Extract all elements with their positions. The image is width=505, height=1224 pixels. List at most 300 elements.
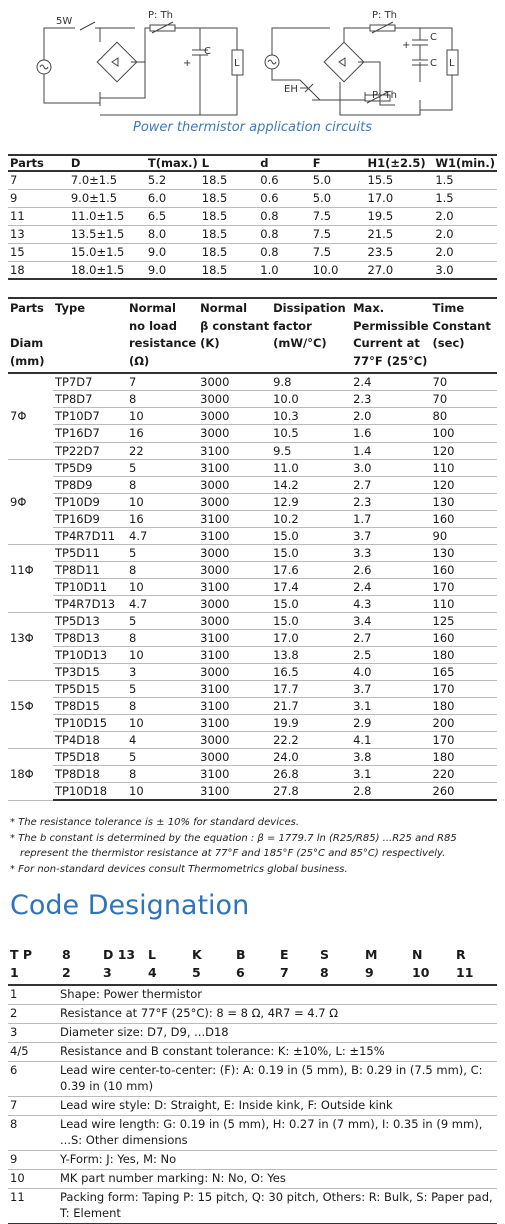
spec-cell: 170 bbox=[431, 681, 497, 698]
legend-row bbox=[8, 1062, 497, 1097]
legend-number: 1 bbox=[10, 987, 18, 1001]
diameter-cell bbox=[8, 510, 53, 527]
code-letter: 8 bbox=[62, 947, 71, 962]
spec-cell: 3000 bbox=[198, 561, 271, 578]
spec-cell: 100 bbox=[431, 425, 497, 442]
spec-cell: 3000 bbox=[198, 425, 271, 442]
diameter-cell bbox=[8, 373, 53, 391]
diameter-cell: 15Φ bbox=[10, 699, 34, 714]
legend-description: Shape: Power thermistor bbox=[60, 987, 203, 1001]
legend-row bbox=[8, 1151, 497, 1170]
spec-cell: 160 bbox=[431, 630, 497, 647]
spec-cell: 4.1 bbox=[351, 732, 430, 749]
table-row bbox=[8, 698, 497, 715]
spec-cell: 3.0 bbox=[351, 459, 430, 476]
dim-header: W1(min.) bbox=[435, 156, 495, 170]
dim-cell: 10.0 bbox=[311, 261, 366, 279]
dim-cell: 8.0 bbox=[146, 225, 200, 243]
header-dissipation: Dissipation factor (mW/°C) bbox=[271, 298, 351, 373]
spec-cell: 17.6 bbox=[271, 561, 351, 578]
specifications-table bbox=[8, 297, 497, 801]
spec-cell: 110 bbox=[431, 459, 497, 476]
dim-header: Parts bbox=[8, 155, 69, 171]
code-number: 9 bbox=[365, 965, 374, 980]
load-label-right: L bbox=[449, 58, 455, 69]
table-row bbox=[8, 225, 497, 243]
spec-cell: 3100 bbox=[198, 681, 271, 698]
code-number: 7 bbox=[280, 965, 289, 980]
spec-cell: 1.6 bbox=[351, 425, 430, 442]
thermistor-bottom-label-right: P: Th bbox=[372, 90, 398, 101]
table-row bbox=[8, 189, 497, 207]
spec-cell: 3.7 bbox=[351, 527, 430, 544]
table-row bbox=[8, 715, 497, 732]
dim-cell: 2.0 bbox=[433, 225, 497, 243]
spec-cell: 4.3 bbox=[351, 595, 430, 612]
spec-cell: TP10D11 bbox=[53, 578, 127, 595]
circuits-caption: Power thermistor application circuits bbox=[133, 120, 372, 135]
legend-row bbox=[8, 1116, 497, 1151]
table-row bbox=[8, 493, 497, 510]
cap-polarity-left: + bbox=[183, 58, 192, 69]
dim-cell: 6.5 bbox=[146, 207, 200, 225]
legend-description: Lead wire center-to-center: (F): A: 0.19 in (5 mm), B: 0.29 in (7.5 mm), C: 0.39 in (10 mm) bbox=[60, 1063, 483, 1093]
code-letter: S bbox=[320, 947, 330, 962]
dim-cell: 13 bbox=[8, 225, 69, 243]
code-number: 10 bbox=[412, 965, 430, 980]
diameter-cell bbox=[8, 425, 53, 442]
dim-cell: 0.8 bbox=[258, 243, 310, 261]
legend-row bbox=[8, 1005, 497, 1024]
diameter-cell bbox=[8, 732, 53, 749]
diameter-cell bbox=[8, 664, 53, 681]
spec-cell: 170 bbox=[431, 578, 497, 595]
legend-row bbox=[8, 1170, 497, 1189]
spec-cell: TP8D13 bbox=[53, 630, 127, 647]
header-current: Max. Permissible Current at 77°F (25°C) bbox=[351, 298, 430, 373]
code-letter: T P bbox=[10, 947, 33, 962]
diameter-cell bbox=[8, 459, 53, 476]
spec-cell: 120 bbox=[431, 442, 497, 459]
spec-cell: 3.3 bbox=[351, 544, 430, 561]
diameter-cell bbox=[8, 544, 53, 561]
eh-label: EH bbox=[284, 84, 298, 95]
header-beta: Normal β constant (K) bbox=[198, 298, 271, 373]
spec-cell: 200 bbox=[431, 715, 497, 732]
dim-cell: 2.0 bbox=[433, 243, 497, 261]
spec-cell: 3000 bbox=[198, 391, 271, 408]
dim-cell: 0.8 bbox=[258, 225, 310, 243]
spec-cell: 5 bbox=[127, 612, 198, 629]
spec-cell: 10 bbox=[127, 578, 198, 595]
spec-cell: 3100 bbox=[198, 459, 271, 476]
spec-cell: 5 bbox=[127, 544, 198, 561]
spec-cell: TP10D18 bbox=[53, 783, 127, 801]
legend-row bbox=[8, 1189, 497, 1224]
spec-cell: 8 bbox=[127, 630, 198, 647]
spec-cell: TP22D7 bbox=[53, 442, 127, 459]
spec-cell: 10 bbox=[127, 783, 198, 801]
dim-header: D bbox=[69, 155, 146, 171]
diameter-cell bbox=[8, 595, 53, 612]
diameter-cell bbox=[8, 715, 53, 732]
spec-cell: 260 bbox=[431, 783, 497, 801]
spec-cell: 120 bbox=[431, 476, 497, 493]
spec-cell: 16.5 bbox=[271, 664, 351, 681]
legend-number: 8 bbox=[10, 1117, 18, 1131]
spec-cell: 3100 bbox=[198, 578, 271, 595]
cap-label-right-2: C bbox=[430, 58, 437, 69]
spec-cell: 11.0 bbox=[271, 459, 351, 476]
code-number: 2 bbox=[62, 965, 71, 980]
spec-cell: 180 bbox=[431, 749, 497, 766]
legend-number: 6 bbox=[10, 1063, 18, 1077]
code-number: 11 bbox=[456, 965, 474, 980]
spec-cell: 12.9 bbox=[271, 493, 351, 510]
dim-cell: 9.0 bbox=[146, 261, 200, 279]
spec-cell: TP4R7D13 bbox=[53, 595, 127, 612]
spec-cell: 3100 bbox=[198, 715, 271, 732]
spec-cell: 10 bbox=[127, 408, 198, 425]
spec-cell: 7 bbox=[127, 373, 198, 391]
cap-label-right-1: C bbox=[430, 32, 437, 43]
dim-header: L bbox=[200, 155, 259, 171]
dimensions-table bbox=[8, 154, 497, 280]
spec-cell: TP7D7 bbox=[53, 373, 127, 391]
code-numbers-row bbox=[0, 965, 505, 983]
code-letter: R bbox=[456, 947, 466, 962]
dim-cell: 18 bbox=[8, 261, 69, 279]
table-row bbox=[8, 510, 497, 527]
diameter-cell bbox=[8, 527, 53, 544]
legend-row bbox=[8, 1024, 497, 1043]
spec-cell: 2.5 bbox=[351, 647, 430, 664]
spec-cell: 3100 bbox=[198, 442, 271, 459]
spec-cell: 165 bbox=[431, 664, 497, 681]
dim-cell: 2.0 bbox=[433, 207, 497, 225]
spec-cell: 10.0 bbox=[271, 391, 351, 408]
dim-header: T(max.) bbox=[147, 156, 198, 170]
dim-cell: 18.5 bbox=[200, 171, 259, 189]
spec-cell: 130 bbox=[431, 493, 497, 510]
note-tolerance: * The resistance tolerance is ± 10% for standard devices. bbox=[10, 817, 300, 828]
diameter-cell: 7Φ bbox=[10, 409, 27, 424]
table-row bbox=[8, 664, 497, 681]
spec-cell: TP8D9 bbox=[53, 476, 127, 493]
spec-cell: TP4D18 bbox=[53, 732, 127, 749]
dim-cell: 5.0 bbox=[311, 171, 366, 189]
spec-cell: 2.0 bbox=[351, 408, 430, 425]
table-row bbox=[8, 373, 497, 391]
note-b-constant: * The b constant is determined by the equation : β = 1779.7 ln (R25/R85) ...R25 and R85 represent the thermistor resistance at 77°F and 185°F (25°C and 85°C) respectively. bbox=[10, 832, 457, 859]
spec-cell: 16 bbox=[127, 425, 198, 442]
dim-cell: 0.6 bbox=[258, 189, 310, 207]
spec-cell: 17.0 bbox=[271, 630, 351, 647]
legend-description: Lead wire length: G: 0.19 in (5 mm), H: 0.27 in (7 mm), I: 0.35 in (9 mm), ...S: Other dimensions bbox=[60, 1117, 483, 1147]
spec-cell: TP10D15 bbox=[53, 715, 127, 732]
table-row bbox=[8, 595, 497, 612]
spec-cell: 22.2 bbox=[271, 732, 351, 749]
dim-cell: 9.0 bbox=[146, 243, 200, 261]
spec-cell: 3100 bbox=[198, 527, 271, 544]
diameter-cell bbox=[8, 749, 53, 766]
legend-number: 7 bbox=[10, 1098, 18, 1112]
dim-cell: 21.5 bbox=[366, 225, 434, 243]
spec-cell: 15.0 bbox=[271, 612, 351, 629]
table-row bbox=[8, 476, 497, 493]
diameter-cell bbox=[8, 578, 53, 595]
spec-cell: 2.6 bbox=[351, 561, 430, 578]
spec-cell: TP8D15 bbox=[53, 698, 127, 715]
spec-cell: 26.8 bbox=[271, 766, 351, 783]
spec-cell: 3000 bbox=[198, 612, 271, 629]
dim-cell: 27.0 bbox=[366, 261, 434, 279]
spec-cell: 9.5 bbox=[271, 442, 351, 459]
spec-cell: 3000 bbox=[198, 408, 271, 425]
diameter-cell: 13Φ bbox=[10, 631, 34, 646]
legend-number: 10 bbox=[10, 1171, 25, 1185]
spec-cell: 4.0 bbox=[351, 664, 430, 681]
spec-cell: 10 bbox=[127, 715, 198, 732]
spec-cell: 3.8 bbox=[351, 749, 430, 766]
legend-description: Resistance at 77°F (25°C): 8 = 8 Ω, 4R7 = 4.7 Ω bbox=[60, 1006, 339, 1020]
code-number: 6 bbox=[236, 965, 245, 980]
spec-cell: 160 bbox=[431, 561, 497, 578]
note-non-standard: * For non-standard devices consult Thermometrics global business. bbox=[10, 863, 348, 875]
spec-cell: 4.7 bbox=[127, 527, 198, 544]
table-row bbox=[8, 783, 497, 801]
spec-cell: 3 bbox=[127, 664, 198, 681]
table-row bbox=[8, 612, 497, 629]
spec-cell: 1.7 bbox=[351, 510, 430, 527]
spec-cell: TP16D7 bbox=[53, 425, 127, 442]
dim-cell: 23.5 bbox=[366, 243, 434, 261]
code-letter: B bbox=[236, 947, 246, 962]
dim-cell: 15 bbox=[8, 243, 69, 261]
dim-cell: 7 bbox=[8, 171, 69, 189]
dim-cell: 11.0±1.5 bbox=[69, 207, 146, 225]
dim-cell: 18.5 bbox=[200, 261, 259, 279]
spec-cell: TP4R7D11 bbox=[53, 527, 127, 544]
code-number: 8 bbox=[320, 965, 329, 980]
dim-header: H1(±2.5) bbox=[366, 155, 434, 171]
spec-cell: 3100 bbox=[198, 647, 271, 664]
spec-cell: TP5D11 bbox=[53, 544, 127, 561]
spec-cell: 180 bbox=[431, 647, 497, 664]
dim-cell: 7.0±1.5 bbox=[69, 171, 146, 189]
legend-row bbox=[8, 986, 497, 1005]
spec-cell: 1.4 bbox=[351, 442, 430, 459]
legend-description: Packing form: Taping P: 15 pitch, Q: 30 pitch, Others: R: Bulk, S: Paper pad, T: Element bbox=[60, 1190, 493, 1220]
table-row bbox=[8, 442, 497, 459]
header-type: Type bbox=[53, 298, 127, 373]
spec-cell: 130 bbox=[431, 544, 497, 561]
dim-cell: 5.0 bbox=[311, 189, 366, 207]
spec-cell: TP10D7 bbox=[53, 408, 127, 425]
legend-number: 3 bbox=[10, 1025, 18, 1039]
dim-cell: 7.5 bbox=[311, 225, 366, 243]
spec-cell: 70 bbox=[431, 373, 497, 391]
spec-cell: 220 bbox=[431, 766, 497, 783]
spec-cell: 10.2 bbox=[271, 510, 351, 527]
legend-row bbox=[8, 1043, 497, 1062]
table-row bbox=[8, 544, 497, 561]
dim-header: d bbox=[258, 155, 310, 171]
spec-cell: 80 bbox=[431, 408, 497, 425]
thermistor-label-left: P: Th bbox=[148, 10, 174, 21]
spec-cell: 2.7 bbox=[351, 630, 430, 647]
dim-cell: 9 bbox=[8, 189, 69, 207]
legend-number: 2 bbox=[10, 1006, 18, 1020]
dim-cell: 18.5 bbox=[200, 243, 259, 261]
spec-cell: 3000 bbox=[198, 493, 271, 510]
code-letter: D 13 bbox=[103, 947, 136, 962]
dim-cell: 0.8 bbox=[258, 207, 310, 225]
spec-cell: 16 bbox=[127, 510, 198, 527]
spec-cell: 3.4 bbox=[351, 612, 430, 629]
table-row bbox=[8, 408, 497, 425]
application-circuits-diagram bbox=[0, 0, 505, 120]
spec-cell: 17.4 bbox=[271, 578, 351, 595]
table-row bbox=[8, 261, 497, 279]
cap-polarity-right: + bbox=[402, 40, 411, 51]
spec-cell: 8 bbox=[127, 561, 198, 578]
dim-cell: 18.5 bbox=[200, 189, 259, 207]
table-row bbox=[8, 630, 497, 647]
dim-cell: 11 bbox=[8, 207, 69, 225]
footnotes bbox=[10, 815, 500, 877]
legend-number: 11 bbox=[10, 1190, 25, 1204]
header-parts: Parts Diam (mm) bbox=[8, 298, 53, 373]
spec-cell: 3.7 bbox=[351, 681, 430, 698]
spec-cell: 10.5 bbox=[271, 425, 351, 442]
spec-cell: 8 bbox=[127, 476, 198, 493]
spec-cell: 8 bbox=[127, 391, 198, 408]
dim-cell: 1.5 bbox=[433, 189, 497, 207]
table-row bbox=[8, 207, 497, 225]
spec-cell: TP8D11 bbox=[53, 561, 127, 578]
spec-cell: 3000 bbox=[198, 373, 271, 391]
load-label-left: L bbox=[234, 58, 240, 69]
legend-description: Lead wire style: D: Straight, E: Inside kink, F: Outside kink bbox=[60, 1098, 393, 1112]
legend-number: 4/5 bbox=[10, 1044, 29, 1058]
code-number: 4 bbox=[148, 965, 157, 980]
diameter-cell bbox=[8, 391, 53, 408]
spec-cell: 3100 bbox=[198, 698, 271, 715]
header-time: Time Constant (sec) bbox=[431, 298, 497, 373]
table-row bbox=[8, 425, 497, 442]
spec-cell: 15.0 bbox=[271, 527, 351, 544]
spec-cell: 10 bbox=[127, 493, 198, 510]
table-row bbox=[8, 391, 497, 408]
spec-cell: 15.0 bbox=[271, 544, 351, 561]
spec-cell: 90 bbox=[431, 527, 497, 544]
spec-cell: 3100 bbox=[198, 766, 271, 783]
spec-cell: 2.4 bbox=[351, 373, 430, 391]
spec-cell: 180 bbox=[431, 698, 497, 715]
code-letter: L bbox=[148, 947, 156, 962]
spec-cell: 19.9 bbox=[271, 715, 351, 732]
spec-cell: 13.8 bbox=[271, 647, 351, 664]
legend-description: Y-Form: J: Yes, M: No bbox=[60, 1152, 177, 1166]
dim-cell: 7.5 bbox=[311, 207, 366, 225]
spec-cell: 5 bbox=[127, 459, 198, 476]
spec-cell: 2.8 bbox=[351, 783, 430, 801]
table-row bbox=[8, 171, 497, 189]
switch-label: 5W bbox=[56, 16, 73, 27]
spec-cell: 3100 bbox=[198, 510, 271, 527]
spec-cell: 3000 bbox=[198, 732, 271, 749]
spec-cell: 9.8 bbox=[271, 373, 351, 391]
dim-cell: 15.0±1.5 bbox=[69, 243, 146, 261]
spec-cell: 4 bbox=[127, 732, 198, 749]
spec-cell: 27.8 bbox=[271, 783, 351, 801]
spec-cell: 110 bbox=[431, 595, 497, 612]
spec-cell: 3.1 bbox=[351, 698, 430, 715]
spec-cell: 3000 bbox=[198, 544, 271, 561]
dim-cell: 1.0 bbox=[258, 261, 310, 279]
spec-cell: 22 bbox=[127, 442, 198, 459]
spec-cell: 3100 bbox=[198, 783, 271, 801]
header-resistance: Normal no load resistance (Ω) bbox=[127, 298, 198, 373]
dim-cell: 17.0 bbox=[366, 189, 434, 207]
dim-cell: 19.5 bbox=[366, 207, 434, 225]
spec-cell: 70 bbox=[431, 391, 497, 408]
dim-cell: 6.0 bbox=[146, 189, 200, 207]
spec-cell: 10.3 bbox=[271, 408, 351, 425]
spec-cell: TP5D15 bbox=[53, 681, 127, 698]
code-legend-table bbox=[8, 984, 497, 1224]
spec-cell: 21.7 bbox=[271, 698, 351, 715]
diameter-cell: 9Φ bbox=[10, 494, 27, 509]
code-letters-row bbox=[0, 947, 505, 965]
table-row bbox=[8, 459, 497, 476]
spec-cell: 2.9 bbox=[351, 715, 430, 732]
code-number: 5 bbox=[192, 965, 201, 980]
table-row bbox=[8, 527, 497, 544]
spec-cell: 4.7 bbox=[127, 595, 198, 612]
spec-cell: TP5D18 bbox=[53, 749, 127, 766]
spec-cell: TP8D18 bbox=[53, 766, 127, 783]
diameter-cell bbox=[8, 442, 53, 459]
diameter-cell: 11Φ bbox=[10, 562, 34, 577]
spec-cell: TP3D15 bbox=[53, 664, 127, 681]
diameter-cell bbox=[8, 783, 53, 801]
legend-row bbox=[8, 1097, 497, 1116]
diameter-cell bbox=[8, 647, 53, 664]
diameter-cell: 18Φ bbox=[10, 767, 34, 782]
diameter-cell bbox=[8, 681, 53, 698]
dim-cell: 18.5 bbox=[200, 225, 259, 243]
spec-cell: 3000 bbox=[198, 595, 271, 612]
code-letter: K bbox=[192, 947, 202, 962]
legend-description: Resistance and B constant tolerance: K: ±10%, L: ±15% bbox=[60, 1044, 385, 1058]
spec-cell: TP16D9 bbox=[53, 510, 127, 527]
dim-cell: 15.5 bbox=[366, 171, 434, 189]
diameter-cell bbox=[8, 612, 53, 629]
spec-cell: 8 bbox=[127, 698, 198, 715]
dim-cell: 18.5 bbox=[200, 207, 259, 225]
spec-cell: 3.1 bbox=[351, 766, 430, 783]
table-row bbox=[8, 561, 497, 578]
spec-cell: 2.3 bbox=[351, 391, 430, 408]
spec-cell: 8 bbox=[127, 766, 198, 783]
code-letter: M bbox=[365, 947, 378, 962]
thermistor-top-label-right: P: Th bbox=[372, 10, 398, 21]
code-number: 3 bbox=[103, 965, 112, 980]
spec-cell: 17.7 bbox=[271, 681, 351, 698]
diameter-cell bbox=[8, 476, 53, 493]
